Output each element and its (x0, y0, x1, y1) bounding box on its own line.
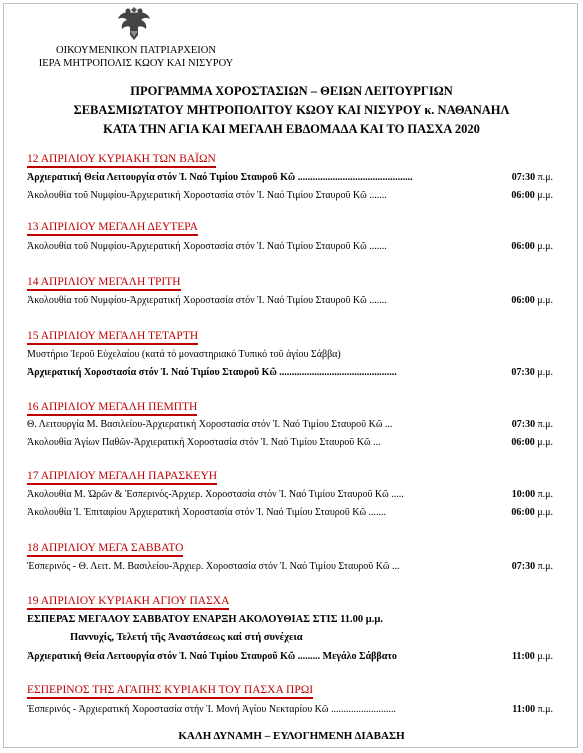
day-heading: 15 ΑΠΡΙΛΙΟΥ ΜΕΓΑΛΗ ΤΕΤΑΡΤΗ (27, 329, 198, 343)
day-heading: 16 ΑΠΡΙΛΙΟΥ ΜΕΓΑΛΗ ΠΕΜΠΤΗ (27, 400, 197, 414)
special-note: ΕΣΠΕΡΑΣ ΜΕΓΑΛΟΥ ΣΑΒΒΑΤΟΥ ΕΝΑΡΞΗ ΑΚΟΛΟΥΘΙΑΣ ΣΤΙΣ 11.00 μ.μ. (27, 614, 383, 625)
day-heading: 14 ΑΠΡΙΛΙΟΥ ΜΕΓΑΛΗ ΤΡΙΤΗ (27, 275, 181, 289)
title-line-2: ΣΕΒΑΣΜΙΩΤΑΤΟΥ ΜΗΤΡΟΠΟΛΙΤΟΥ ΚΩΟΥ ΚΑΙ ΝΙΣΥΡΟΥ κ. ΝΑΘΑΝΑΗΛ (73, 103, 510, 117)
day-heading: 17 ΑΠΡΙΛΙΟΥ ΜΕΓΑΛΗ ΠΑΡΑΣΚΕΥΗ (27, 469, 217, 483)
org-line-2: ΙΕΡΑ ΜΗΤΡΟΠΟΛΙΣ ΚΩΟΥ ΚΑΙ ΝΙΣΥΡΟΥ (38, 58, 234, 69)
day-heading: 18 ΑΠΡΙΛΙΟΥ ΜΕΓΑ ΣΑΒΒΑΤΟ (27, 541, 183, 555)
day-heading: ΕΣΠΕΡΙΝΟΣ ΤΗΣ ΑΓΑΠΗΣ ΚΥΡΙΑΚΗ ΤΟΥ ΠΑΣΧΑ ΠΡΩΙ (27, 683, 313, 697)
day-heading: 12 ΑΠΡΙΛΙΟΥ ΚΥΡΙΑΚΗ ΤΩΝ ΒΑΪΩΝ (27, 152, 216, 166)
title-line-1: ΠΡΟΓΡΑΜΜΑ ΧΟΡΟΣΤΑΣΙΩΝ – ΘΕΙΩΝ ΛΕΙΤΟΥΡΓΙΩΝ (130, 84, 453, 98)
day-heading: 19 ΑΠΡΙΛΙΟΥ ΚΥΡΙΑΚΗ ΑΓΙΟΥ ΠΑΣΧΑ (27, 594, 229, 608)
org-line-1: ΟΙΚΟΥΜΕΝΙΚΟΝ ΠΑΤΡΙΑΡΧΕΙΟΝ (56, 45, 216, 56)
title-line-3: ΚΑΤΑ ΤΗΝ ΑΓΙΑ ΚΑΙ ΜΕΓΑΛΗ ΕΒΔΟΜΑΔΑ ΚΑΙ ΤΟ ΠΑΣΧΑ 2020 (103, 122, 480, 136)
footer-blessing: ΚΑΛΗ ΔΥΝΑΜΗ – ΕΥΛΟΓΗΜΕΝΗ ΔΙΑΒΑΣΗ (178, 730, 405, 742)
double-headed-eagle-icon (116, 3, 152, 43)
day-heading: 13 ΑΠΡΙΛΙΟΥ ΜΕΓΑΛΗ ΔΕΥΤΕΡΑ (27, 220, 198, 234)
special-note: Παννυχίς, Τελετή τῆς Ἀναστάσεως καί στή συνέχεια (70, 632, 303, 643)
